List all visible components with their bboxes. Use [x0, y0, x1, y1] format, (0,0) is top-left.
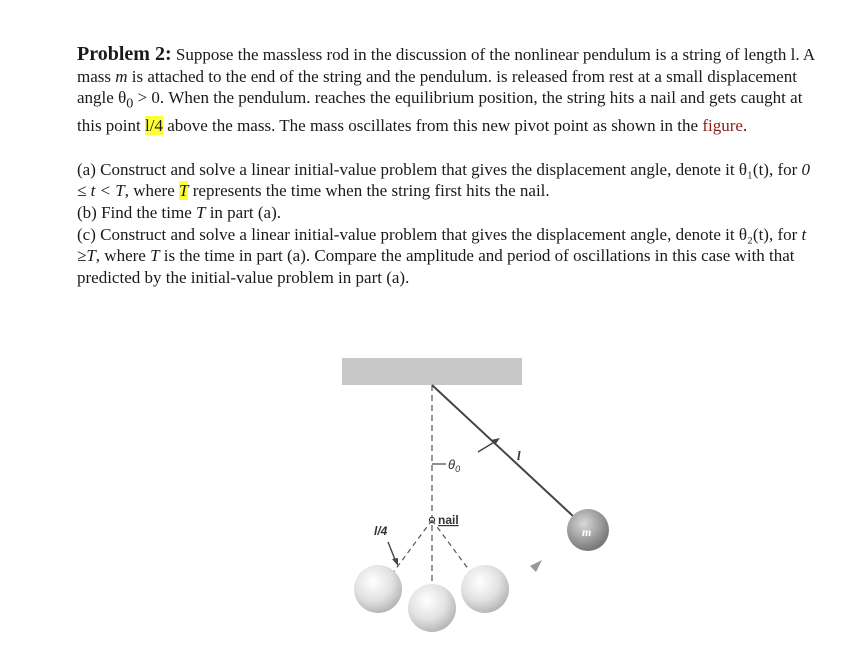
part-b: [77, 202, 817, 224]
swing-dash-left: [392, 520, 432, 574]
part-c-T: T: [150, 246, 160, 266]
mass-label: m: [582, 525, 592, 539]
highlighted-T: T: [179, 181, 189, 201]
figure-link[interactable]: figure: [702, 116, 743, 136]
part-c-text-1: (c) Construct and solve a linear initial-value problem that gives the displacement angle, denote it θ₂(t), for: [77, 224, 802, 244]
swing-arrow-icon: [530, 560, 542, 572]
string-length-label: l: [517, 448, 521, 463]
part-c-text-2: , where: [95, 246, 151, 266]
ghost-ball-left: [354, 565, 402, 613]
part-a-range: 0 ≤ t < T: [77, 159, 811, 201]
swing-dash-right: [432, 520, 472, 574]
part-b-T: T: [195, 202, 206, 222]
quarter-length-label: l/4: [374, 524, 388, 538]
part-c: [77, 224, 817, 289]
problem-heading: Problem 2:: [77, 43, 172, 65]
part-a-text-1: (a) Construct and solve a linear initial-value problem that gives the displacement angle, denote it θ₁(t), for: [77, 159, 802, 179]
theta-subscript: 0: [126, 95, 134, 112]
intro-text-3: > 0. When the pendulum. reaches the equilibrium position, the string hits a nail and gets caught at this point: [77, 88, 803, 136]
intro-text-2: is attached to the end of the string and the pendulum. is released from rest at a small displacement angle θ: [77, 66, 797, 108]
pendulum-string: [432, 385, 588, 530]
part-b-text-2: in part (a).: [205, 202, 281, 222]
ghost-ball-right: [461, 565, 509, 613]
intro-end: .: [742, 116, 748, 136]
pendulum-figure: [330, 352, 630, 652]
highlighted-quarter-length: l/4: [145, 116, 163, 136]
ceiling-bar: [342, 358, 522, 385]
problem-text: [77, 44, 817, 288]
part-b-text-1: (b) Find the time: [77, 202, 196, 222]
mass-symbol: m: [115, 66, 128, 86]
part-c-range: t ≥T: [77, 224, 807, 266]
part-a-text-2: , where: [124, 181, 180, 201]
part-a-text-3: represents the time when the string first hits the nail.: [188, 181, 550, 201]
part-a: [77, 159, 817, 202]
intro-text-1: Suppose the massless rod in the discussion of the nonlinear pendulum is a string of length l. A mass: [77, 45, 815, 86]
angle-label: $\theta_0$: [448, 457, 461, 474]
ghost-ball-center: [408, 584, 456, 632]
nail-label: nail: [438, 513, 459, 527]
paragraph-gap: [77, 137, 817, 159]
quarter-length-arrowhead: [392, 558, 398, 566]
part-c-text-3: is the time in part (a). Compare the amplitude and period of oscillations in this case with that predicted by the initial-value problem in part (a).: [77, 246, 795, 287]
problem-statement: [77, 44, 817, 137]
intro-text-4: above the mass. The mass oscillates from this new pivot point as shown in the: [162, 116, 703, 136]
